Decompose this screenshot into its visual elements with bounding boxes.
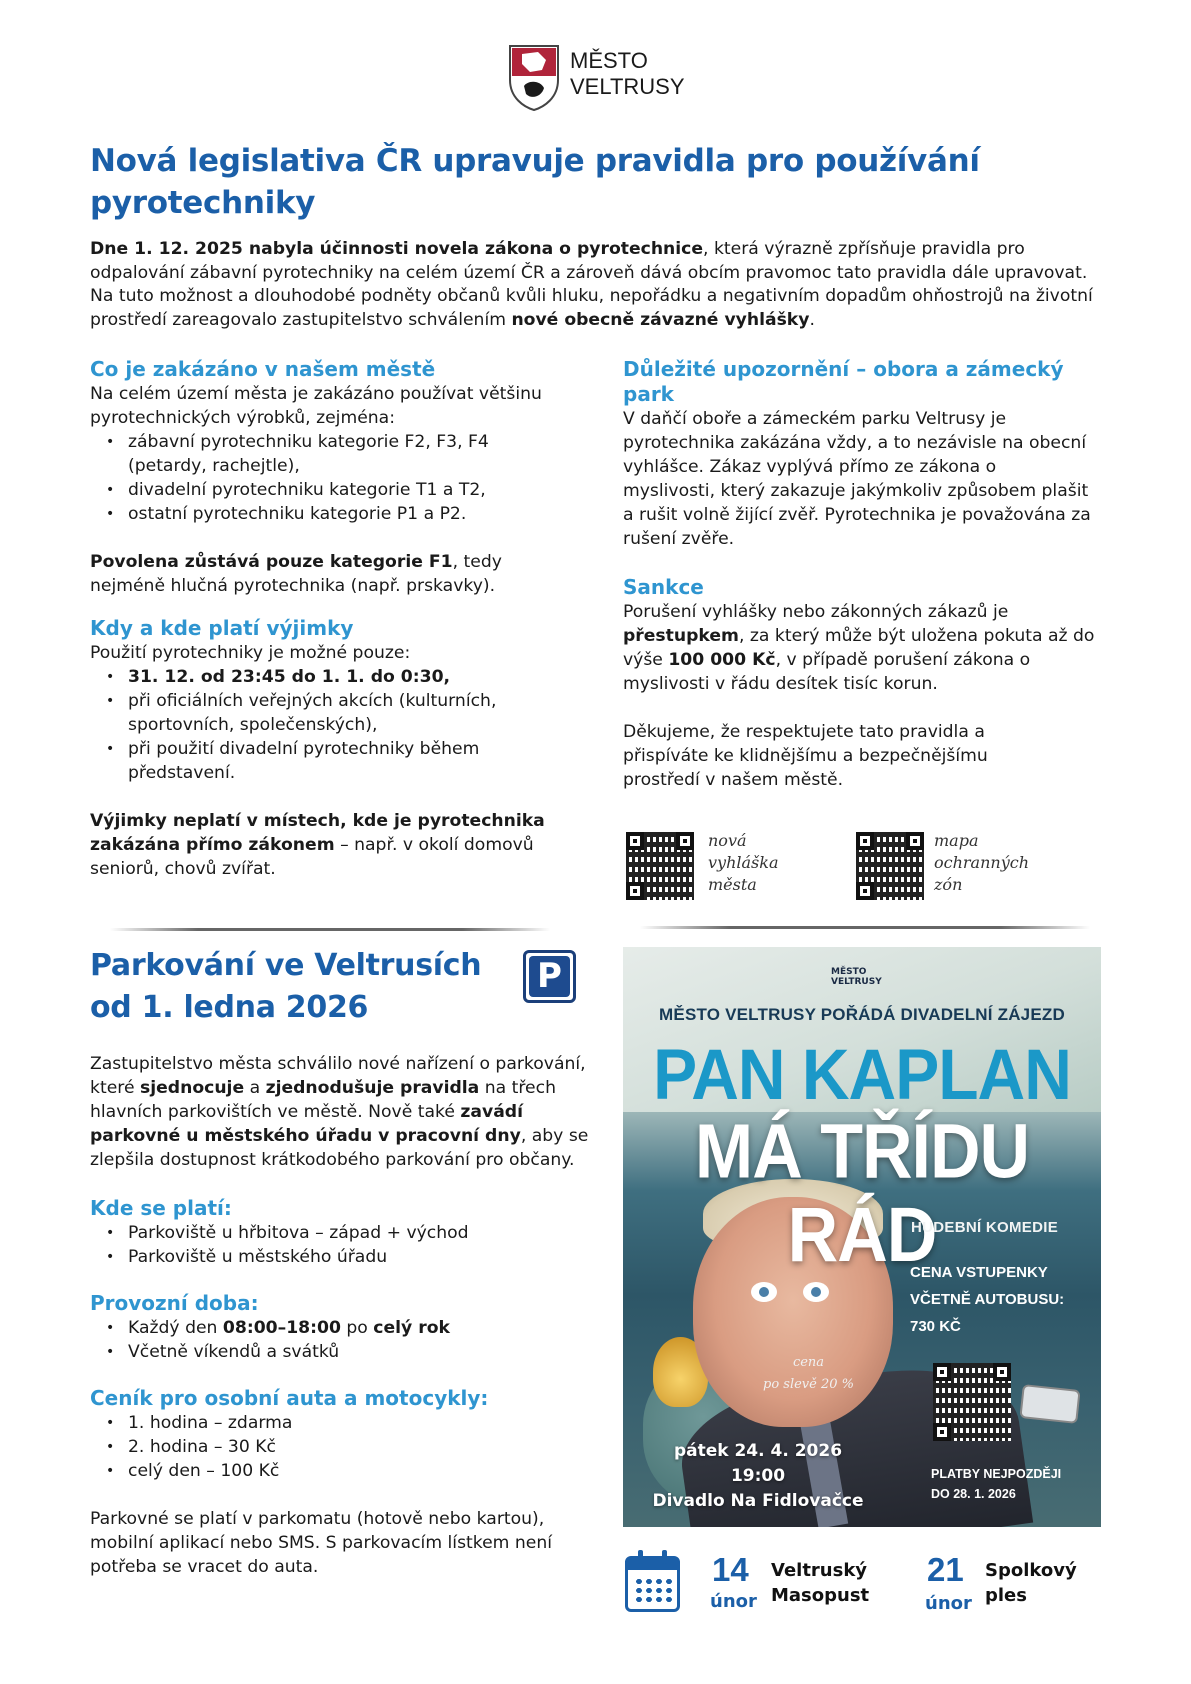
qr-code-ordinance[interactable] [626,832,694,900]
poster-logo [831,967,882,987]
poster-title-line1: PAN KAPLAN [653,1034,1071,1114]
hours-heading: Provozní doba: [90,1291,259,1315]
calendar-icon [625,1556,680,1612]
event-month: únor [710,1591,757,1612]
qr-label-line: mapa [934,831,979,850]
poster-discount-line: cena [792,1355,825,1370]
poster-event-details [623,1439,893,1514]
event-day: 14 [712,1551,749,1588]
qr-label-line: ochranných [934,853,1029,872]
price-heading: Ceník pro osobní auta a motocykly: [90,1386,489,1410]
hours-text: Každý den [128,1318,223,1338]
poster-date: pátek 24. 4. 2026 [673,1441,843,1461]
list-item: • 2. hodina – 30 Kč [128,1435,590,1459]
event-name-line: Spolkový [985,1560,1077,1581]
parking-title [90,945,530,1029]
qr-label-map [934,830,1029,896]
parking-text: a [244,1078,266,1098]
warning-heading: Důležité upozornění – obora a zámecký park [623,357,1064,406]
parking-text: , aby se zlepšila dostupnost krátkodobého parkování pro občany. [90,1126,589,1170]
allowed-text: , tedy nejméně hlučná pyrotechnika (např. prskavky). [90,552,502,596]
poster-logo-line: VELTRUSY [831,977,882,987]
list-item: • celý den – 100 Kč [128,1459,590,1483]
intro-text: , která výrazně zpřísňuje pravidla pro odpalování zábavní pyrotechniky na celém území ČR a zároveň dává obcím pravomoc tato pravidla dále upravovat. Na tuto možnost a dlouhodobé podněty občanů kvůli hluku, nepořádku a negativním dopadům ohňostrojů na životní prostředí zareagovalo zastupitelstvo schválením [90,239,1093,330]
price-list [90,1411,590,1483]
intro-paragraph [90,238,1100,332]
sanctions-part: , za který může být uložena pokuta až do výše [623,626,1095,670]
poster-pay-line: DO 28. 1. 2026 [931,1487,1016,1501]
sanctions-heading: Sankce [623,575,704,599]
exceptions-text: Použití pyrotechniky je možné pouze: [90,643,411,663]
exceptions-note [90,809,570,881]
poster-discount [763,1352,854,1396]
parking-title-line2: od 1. ledna 2026 [90,990,369,1025]
poster-price-line: CENA VSTUPENKY [910,1264,1048,1281]
where-list [90,1221,590,1269]
banned-text: Na celém území města je zakázáno používat většinu pyrotechnických výrobků, zejména: [90,384,542,428]
theatre-poster [623,947,1101,1527]
poster-discount-line: po slevě 20 % [763,1377,854,1392]
logo-text-line2: VELTRUSY [570,74,685,99]
list-item: • při oficiálních veřejných akcích (kulturních, sportovních, společenských), [128,689,570,737]
banned-list [90,430,570,526]
list-item [128,1316,590,1340]
parking-title-line1: Parkování ve Veltrusích [90,948,482,983]
parking-intro [90,1052,590,1172]
event-name [771,1558,869,1608]
poster-title-line2: MÁ TŘÍDU RÁD [694,1108,1030,1278]
poster-payment-deadline [931,1464,1061,1504]
list-item: • zábavní pyrotechniku kategorie F2, F3, F4 (petardy, rachejtle), [128,430,570,478]
list-item: • při použití divadelní pyrotechniky během představení. [128,737,570,785]
list-item: • 1. hodina – zdarma [128,1411,590,1435]
list-item: • Parkoviště u městského úřadu [128,1245,590,1269]
poster-price-line: VČETNĚ AUTOBUSU: [910,1291,1065,1308]
event-name-line: ples [985,1585,1027,1606]
list-item [128,665,570,689]
exceptions-time: 31. 12. od 23:45 do 1. 1. do 0:30, [128,667,451,687]
parking-text: na třech hlavních parkovištích ve městě. Nově také [90,1078,556,1122]
warning-text: V daňčí oboře a zámeckém parku Veltrusy je pyrotechnika zakázána vždy, a to nezávisle na obecní vyhlášce. Zákaz vyplývá přímo ze zákona o myslivosti, který zakazuje jakýmkoliv způsobem plašit a rušit volně žijící zvěř. Pyrotechnika je považována za rušení zvěře. [623,409,1091,549]
banned-heading: Co je zakázáno v našem městě [90,357,436,381]
where-heading: Kde se platí: [90,1196,232,1220]
qr-label-ordinance [708,830,778,896]
sanctions-offense: přestupkem [623,626,739,646]
left-column [90,357,570,881]
exceptions-heading: Kdy a kde platí výjimky [90,616,354,640]
qr-label-line: nová [708,831,747,850]
page-title: Nová legislativa ČR upravuje pravidla pro používání pyrotechniky [90,143,980,221]
hours-bold: celý rok [373,1318,450,1338]
list-item: • ostatní pyrotechniku kategorie P1 a P2. [128,502,570,526]
poster-ticket-icon [1019,1384,1080,1424]
right-column [623,357,1103,792]
city-logo [508,44,688,116]
event-name-line: Masopust [771,1585,870,1606]
poster-pay-line: PLATBY NEJPOZDĚJI [931,1467,1062,1481]
sanctions-part: , v případě porušení zákona o myslivosti v řádu desítek tisíc korun. [623,650,1031,694]
poster-genre: HUDEBNÍ KOMEDIE [911,1219,1059,1236]
hours-bold: 08:00–18:00 [222,1318,341,1338]
parking-column [90,1052,590,1579]
allowed-bold: Povolena zůstává pouze kategorie F1 [90,552,453,572]
sanctions-amount: 100 000 Kč [668,650,776,670]
hours-text: po [340,1318,374,1338]
poster-qr-code[interactable] [933,1363,1011,1441]
poster-eyes-illustration [751,1282,841,1302]
event-month: únor [925,1593,972,1614]
allowed-paragraph [90,550,570,598]
poster-price-line: 730 KČ [910,1318,961,1335]
poster-venue: Divadlo Na Fidlovačce [652,1491,864,1511]
list-item: • Včetně víkendů a svátků [128,1340,590,1364]
divider-left [110,928,550,931]
intro-bold-date: Dne 1. 12. 2025 nabyla účinnosti novela zákona o pyrotechnice [90,239,704,259]
thanks-text: Děkujeme, že respektujete tato pravidla a přispíváte ke klidnějšímu a bezpečnějšímu prostředí v našem městě. [623,722,988,790]
sanctions-part: Porušení vyhlášky nebo zákonných zákazů je [623,602,1009,622]
exceptions-list [90,665,570,785]
intro-end: . [809,309,815,330]
qr-label-line: vyhláška [708,853,779,872]
sanctions-text [623,600,1103,696]
qr-label-line: zón [934,875,963,894]
divider-right [640,926,1090,929]
event-name [985,1558,1077,1608]
parking-bold: zjednodušuje pravidla [265,1078,480,1098]
logo-text-line1: MĚSTO [570,48,648,73]
qr-label-line: města [708,875,757,894]
qr-code-map[interactable] [856,832,924,900]
parking-bold: zavádí parkovné u městského úřadu v pracovní dny [90,1102,523,1146]
poster-price [910,1259,1064,1340]
coat-of-arms-icon [508,44,560,112]
poster-time: 19:00 [730,1466,786,1486]
list-item: • Parkoviště u hřbitova – západ + východ [128,1221,590,1245]
hours-list [90,1316,590,1364]
event-name-line: Veltruský [771,1560,868,1581]
note-text: – např. v okolí domovů seniorů, chovů zvířat. [90,835,534,879]
poster-logo-line: MĚSTO [831,967,867,977]
event-day: 21 [927,1551,964,1588]
parking-badge-letter: P [529,956,570,997]
parking-icon [523,950,576,1003]
intro-bold-ordinance: nové obecně závazné vyhlášky [511,309,810,330]
list-item: • divadelní pyrotechniku kategorie T1 a T2, [128,478,570,502]
parking-text: Zastupitelstvo města schválilo nové nařízení o parkování, které [90,1054,586,1098]
payment-text: Parkovné se platí v parkomatu (hotově nebo kartou), mobilní aplikací nebo SMS. S parkovacím lístkem není potřeba se vracet do auta. [90,1509,553,1577]
poster-organizer: MĚSTO VELTRUSY POŘÁDÁ DIVADELNÍ ZÁJEZD [659,1005,1065,1024]
note-bold: Výjimky neplatí v místech, kde je pyrotechnika zakázána přímo zákonem [90,811,545,855]
parking-bold: sjednocuje [140,1078,245,1098]
